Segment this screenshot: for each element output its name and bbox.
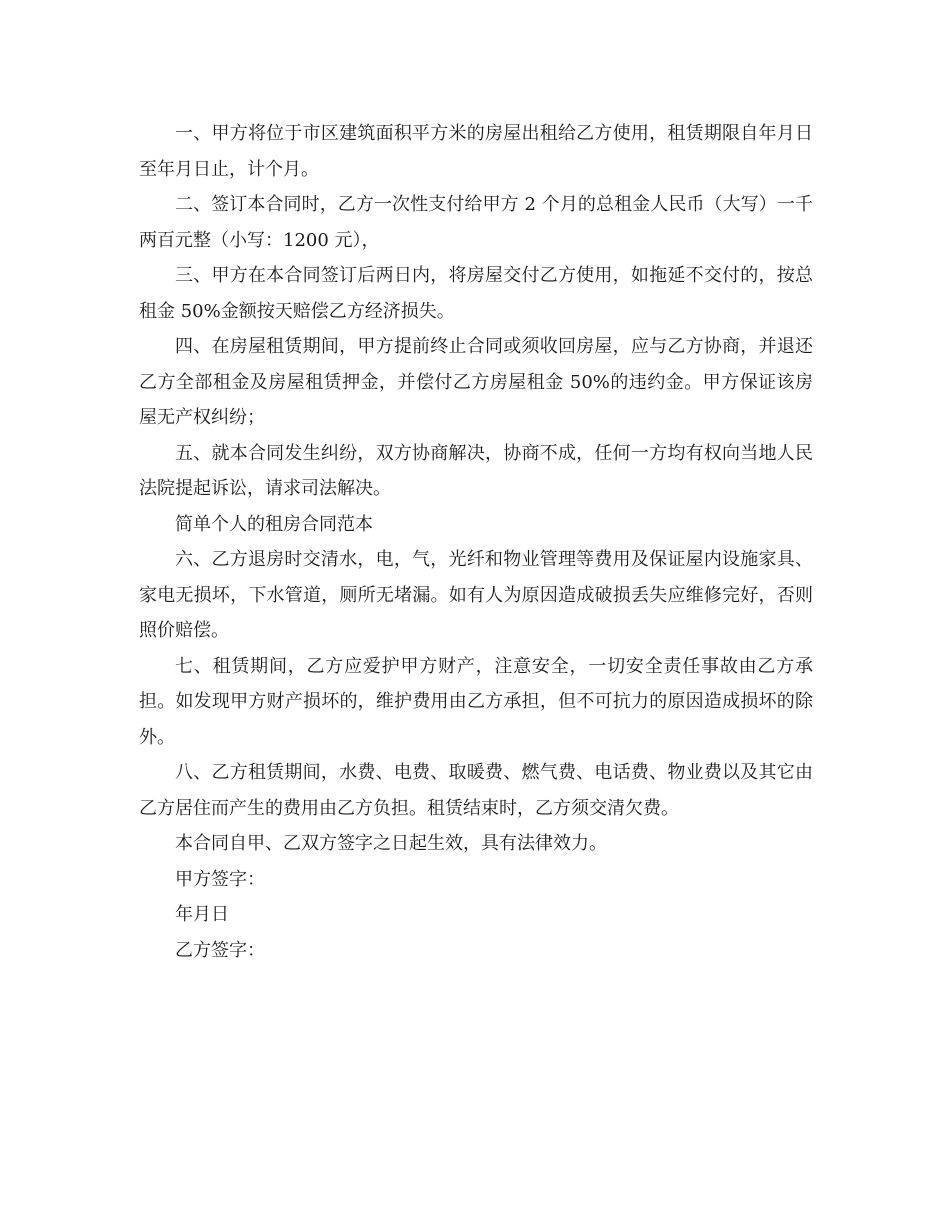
clause-1: 一、甲方将位于市区建筑面积平方米的房屋出租给乙方使用，租赁期限自年月日至年月日止，计个月。 — [139, 123, 813, 180]
clause-2: 二、签订本合同时，乙方一次性支付给甲方 2 个月的总租金人民币（大写）一千两百元整（小写：1200 元）， — [139, 194, 813, 251]
party-a-signature: 甲方签字： — [175, 868, 265, 890]
contract-body — [139, 116, 813, 968]
section-title: 简单个人的租房合同范本 — [175, 513, 373, 535]
clause-4: 四、在房屋租赁期间，甲方提前终止合同或须收回房屋，应与乙方协商，并退还乙方全部租金及房屋租赁押金，并偿付乙方房屋租金 50%的违约金。甲方保证该房屋无产权纠纷； — [139, 336, 813, 428]
clause-6: 六、乙方退房时交清水，电，气，光纤和物业管理等费用及保证屋内设施家具、家电无损坏，下水管道，厕所无堵漏。如有人为原因造成破损丢失应维修完好，否则照价赔偿。 — [139, 549, 813, 641]
clause-3: 三、甲方在本合同签订后两日内，将房屋交付乙方使用，如拖延不交付的，按总租金 50%金额按天赔偿乙方经济损失。 — [139, 265, 813, 322]
clause-8: 八、乙方租赁期间，水费、电费、取暖费、燃气费、电话费、物业费以及其它由乙方居住而产生的费用由乙方负担。租赁结束时，乙方须交清欠费。 — [139, 762, 813, 819]
clause-5: 五、就本合同发生纠纷，双方协商解决，协商不成，任何一方均有权向当地人民法院提起诉讼，请求司法解决。 — [139, 442, 813, 499]
effect-statement: 本合同自甲、乙双方签字之日起生效，具有法律效力。 — [175, 833, 607, 854]
party-b-signature: 乙方签字： — [175, 939, 265, 961]
signature-date: 年月日 — [175, 904, 229, 925]
clause-7: 七、租赁期间，乙方应爱护甲方财产，注意安全，一切安全责任事故由乙方承担。如发现甲方财产损坏的，维护费用由乙方承担，但不可抗力的原因造成损坏的除外。 — [139, 655, 813, 748]
